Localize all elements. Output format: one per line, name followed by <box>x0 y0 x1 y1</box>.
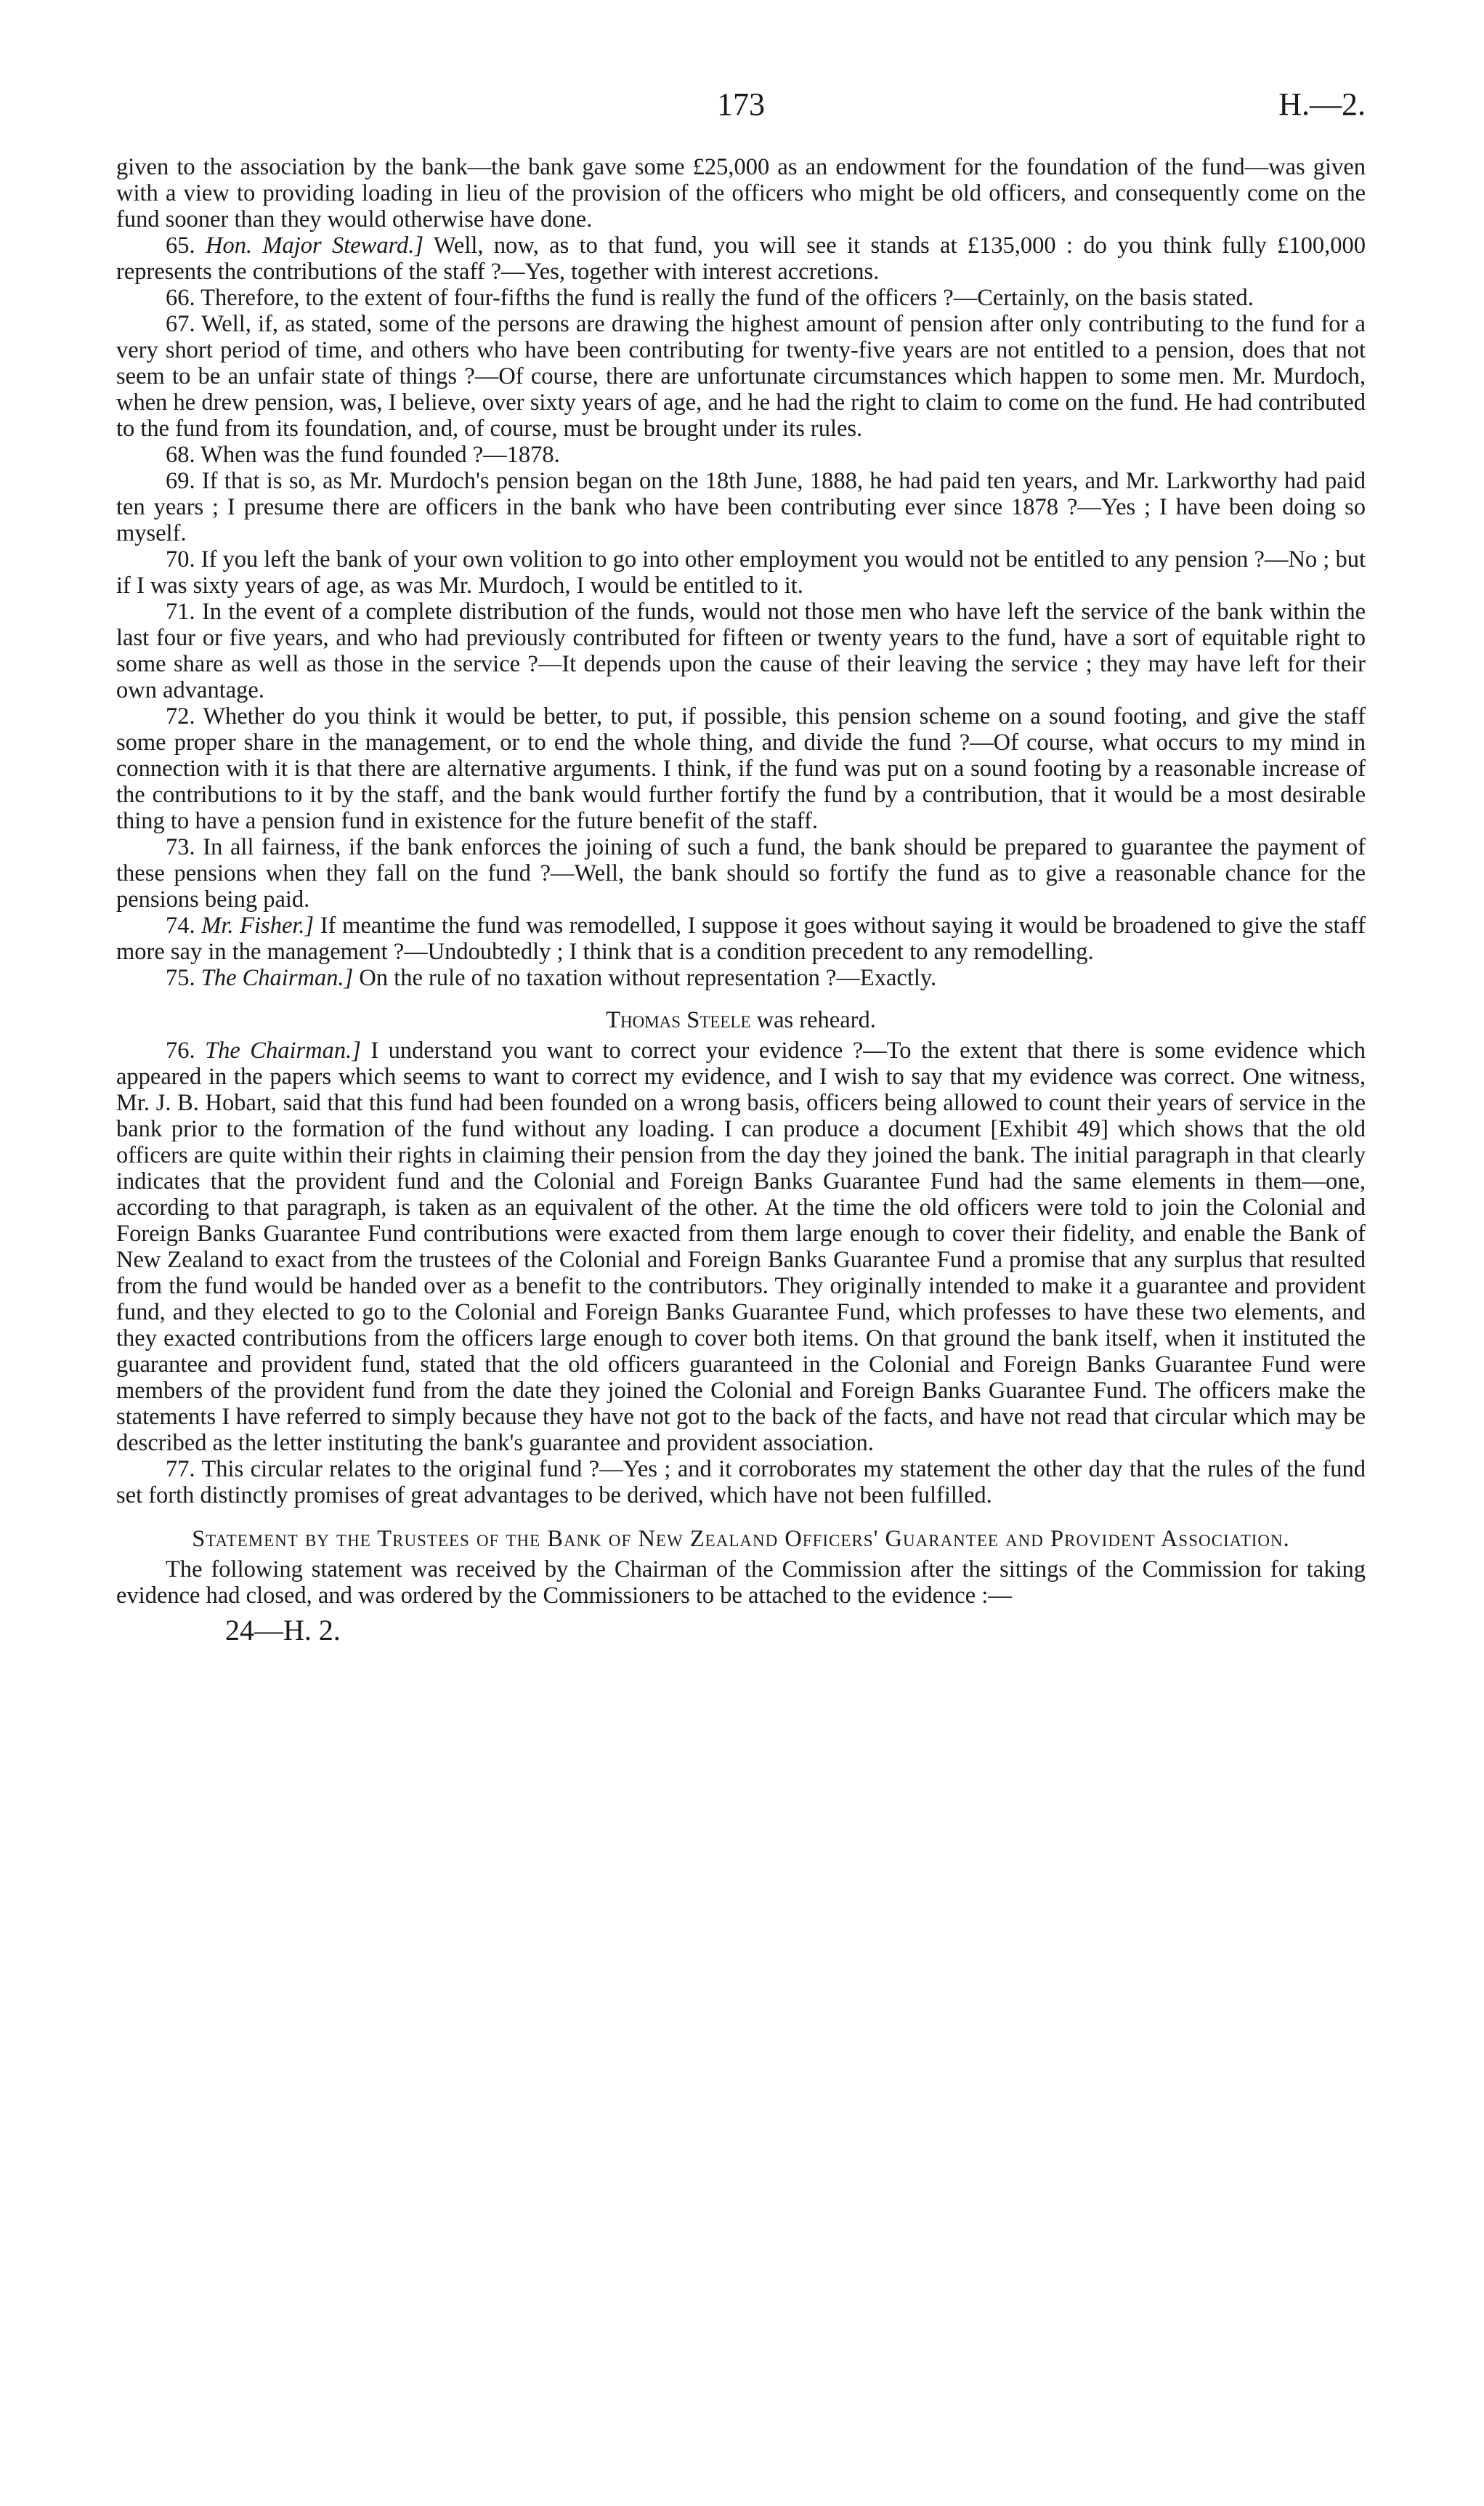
question-text: This circular relates to the original fund ?—Yes ; and it corroborates my statement the other day that the rules of the fund set forth distinctly promises of great advantages to be derived, which have not been fulfilled. <box>116 1456 1366 1508</box>
question-text: If that is so, as Mr. Murdoch's pension began on the 18th June, 1888, he had paid ten years, and Mr. Larkworthy had paid ten years ; I presume there are officers in the bank who have been contributing ever since 1878 ?—Yes ; I have been doing so myself. <box>116 468 1366 546</box>
document-body <box>116 154 1366 1646</box>
question-number: 72. <box>166 703 195 729</box>
page-number: 173 <box>717 86 765 122</box>
signature-mark: 24—H. 2. <box>225 1614 341 1646</box>
question-65 <box>116 233 1366 285</box>
question-69 <box>116 468 1366 546</box>
question-number: 75. <box>166 965 195 991</box>
statement-intro: The following statement was received by the Chairman of the Commission after the sittings of the Commission for taking evidence had closed, and was ordered by the Commissioners to be attached to the evidence :— <box>116 1556 1366 1609</box>
question-73 <box>116 834 1366 913</box>
question-77 <box>116 1456 1366 1508</box>
question-70 <box>116 546 1366 599</box>
question-text: On the rule of no taxation without representation ?—Exactly. <box>359 965 937 991</box>
question-number: 77. <box>166 1456 195 1482</box>
witness-heading: Thomas Steele was reheard. <box>606 1007 876 1033</box>
question-67 <box>116 311 1366 442</box>
question-number: 71. <box>166 599 195 625</box>
question-text: If you left the bank of your own volition to go into other employment you would not be entitled to any pension ?—No ; but if I was sixty years of age, as was Mr. Murdoch, I would be entitled to it. <box>116 546 1366 599</box>
question-number: 74. <box>166 913 195 939</box>
page-header <box>116 86 1366 129</box>
question-text: In the event of a complete distribution of the funds, would not those men who have left the service of the bank within the last four or five years, and who had previously contributed for fifteen or twenty years to the fund, have a sort of equitable right to some share as well as those in the service ?—It depends upon the cause of their leaving the service ; they may have left for their own advantage. <box>116 599 1366 703</box>
question-text: Well, now, as to that fund, you will see it stands at £135,000 : do you think fully £100,000 represents the contributions of the staff ?—Yes, together with interest accretions. <box>116 233 1366 285</box>
statement-heading: Statement by the Trustees of the Bank of New Zealand Officers' Guarantee and Provident Association. <box>192 1526 1290 1552</box>
question-text: Therefore, to the extent of four-fifths the fund is really the fund of the officers ?—Certainly, on the basis stated. <box>200 285 1254 311</box>
question-number: 66. <box>166 285 195 311</box>
question-74 <box>116 913 1366 965</box>
speaker-name: The Chairman.] <box>205 1038 361 1064</box>
question-number: 65. <box>166 233 195 259</box>
question-number: 68. <box>166 442 195 468</box>
question-text: If meantime the fund was remodelled, I suppose it goes without saying it would be broadened to give the staff more say in the management ?—Undoubtedly ; I think that is a condition precedent to any remodelling. <box>116 913 1366 965</box>
question-text: Whether do you think it would be better, to put, if possible, this pension scheme on a sound footing, and give the staff some proper share in the management, or to end the whole thing, and divide the fund ?—Of course, what occurs to my mind in connection with it is that there are alternative arguments. I think, if the fund was put on a sound footing by a reasonable increase of the contributions to it by the staff, and the bank would further fortify the fund by a contribution, that it would be a most desirable thing to have a pension fund in existence for the future benefit of the staff. <box>116 703 1366 834</box>
question-66 <box>116 285 1366 311</box>
witness-name: Thomas Steele <box>606 1007 751 1033</box>
question-72 <box>116 703 1366 834</box>
question-number: 76. <box>166 1038 195 1064</box>
paragraph-continuation: given to the association by the bank—the bank gave some £25,000 as an endowment for the foundation of the fund—was given with a view to providing loading in lieu of the provision of the officers who might be old officers, and consequently come on the fund sooner than they would otherwise have done. <box>116 154 1366 233</box>
question-number: 67. <box>166 311 195 337</box>
question-text: I understand you want to correct your evidence ?—To the extent that there is some evidence which appeared in the papers which seems to want to correct my evidence, and I wish to say that my evidence was correct. One witness, Mr. J. B. Hobart, said that this fund had been founded on a wrong basis, officers being allowed to count their years of service in the bank prior to the formation of the fund without any loading. I can produce a document [Exhibit 49] which shows that the old officers are quite within their rights in claiming their pension from the day they joined the bank. The initial paragraph in that clearly indicates that the provident fund and the Colonial and Foreign Banks Guarantee Fund had the same elements in them—one, according to that paragraph, is taken as an equivalent of the other. At the time the old officers were told to join the Colonial and Foreign Banks Guarantee Fund contributions were exacted from them large enough to cover their fidelity, and enable the Bank of New Zealand to exact from the trustees of the Colonial and Foreign Banks Guarantee Fund a promise that any surplus that resulted from the fund would be handed over as a benefit to the contributors. They originally intended to make it a guarantee and provident fund, and they elected to go to the Colonial and Foreign Banks Guarantee Fund, which professes to have these two elements, and they exacted contributions from the officers large enough to cover both items. On that ground the bank itself, when it instituted the guarantee and provident fund, stated that the old officers guaranteed in the Colonial and Foreign Banks Guarantee Fund were members of the provident fund from the date they joined the Colonial and Foreign Banks Guarantee Fund. The officers make the statements I have referred to simply because they have not got to the back of the facts, and have not read that circular which may be described as the letter instituting the bank's guarantee and provident association. <box>116 1038 1366 1456</box>
question-number: 73. <box>166 834 195 860</box>
question-text: In all fairness, if the bank enforces the joining of such a fund, the bank should be prepared to guarantee the payment of these pensions when they fall on the fund ?—Well, the bank should so fortify the fund as to give a reasonable chance for the pensions being paid. <box>116 834 1366 913</box>
question-text: Well, if, as stated, some of the persons are drawing the highest amount of pension after only contributing to the fund for a very short period of time, and others who have been contributing for twenty-five years are not entitled to a pension, does that not seem to be an unfair state of things ?—Of course, there are unfortunate circumstances which happen to some men. Mr. Murdoch, when he drew pension, was, I believe, over sixty years of age, and he had the right to claim to come on the fund. He had contributed to the fund from its foundation, and, of course, must be brought under its rules. <box>116 311 1366 442</box>
question-75 <box>116 965 1366 991</box>
speaker-name: The Chairman.] <box>200 965 354 991</box>
question-76 <box>116 1038 1366 1456</box>
question-number: 70. <box>166 546 195 573</box>
question-number: 69. <box>166 468 195 494</box>
speaker-name: Mr. Fisher.] <box>201 913 315 939</box>
question-71 <box>116 599 1366 703</box>
question-text: When was the fund founded ?—1878. <box>200 442 560 468</box>
paper-code: H.—2. <box>1278 86 1366 122</box>
question-68 <box>116 442 1366 468</box>
speaker-name: Hon. Major Steward.] <box>205 233 424 259</box>
